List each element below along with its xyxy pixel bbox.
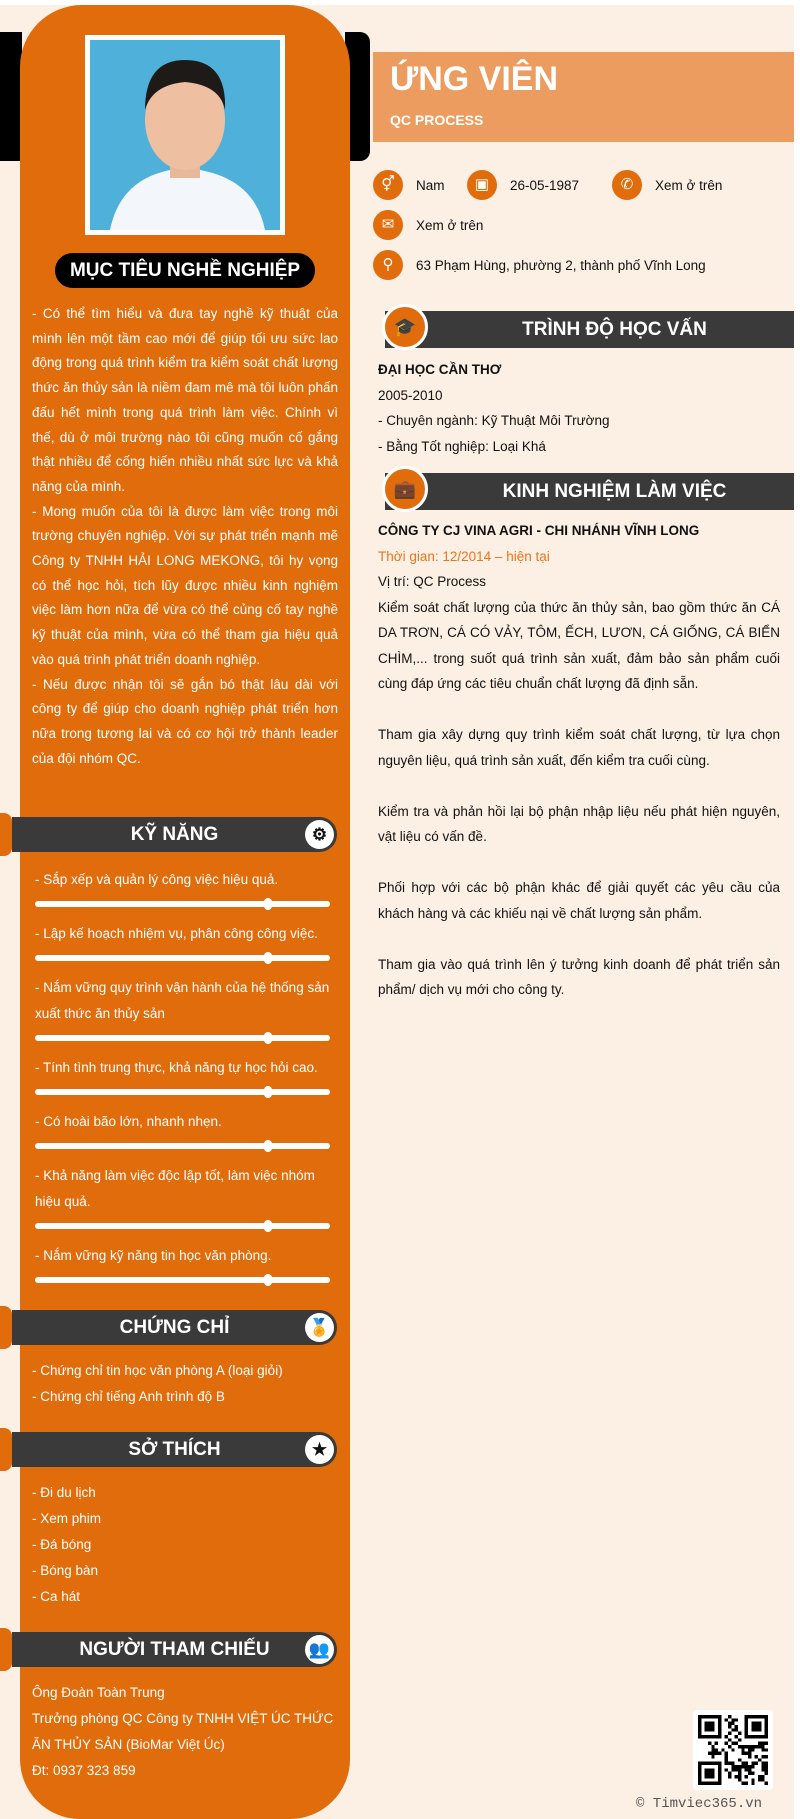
skill-item (35, 1055, 335, 1095)
copyright: © Timviec365.vn (636, 1796, 763, 1812)
education-line: - Bằng Tốt nghiệp: Loại Khá (378, 438, 546, 454)
address-info (373, 250, 706, 280)
hobbies-list (32, 1480, 101, 1610)
list-item: - Xem phim (32, 1511, 102, 1526)
skill-bar (35, 901, 330, 907)
skills-list (35, 867, 335, 1297)
qr-code (693, 1710, 773, 1790)
experience-paragraph: Kiểm soát chất lượng của thức ăn thủy sản, bao gồm thức ăn CÁ DA TRƠN, CÁ CÓ VẢY, TÔM, ẾCH, LƯƠN, CÁ GIỐNG, CÁ BIỂN CHÌM,... trong suốt quá trình sản xuất, đảm bảo sản phẩm cuối cùng đáp ứng các tiêu chuẩn chất lượng đã định sẵn. (378, 599, 780, 691)
skills-header (12, 817, 337, 852)
list-item: - Chứng chỉ tin học văn phòng A (loại giỏi) (32, 1363, 283, 1378)
left-column (20, 5, 350, 1819)
experience-time: Thời gian: 12/2014 – hiện tại (378, 548, 550, 564)
objective-text (32, 302, 338, 771)
skill-bar (35, 1277, 330, 1283)
skill-label: - Nắm vững kỹ năng tin học văn phòng. (35, 1248, 272, 1263)
gear-icon: ⚙ (305, 820, 334, 849)
skill-level-knob (264, 1220, 272, 1232)
award-icon: 🏅 (305, 1313, 334, 1342)
gender-info (373, 170, 445, 200)
skill-level-knob (264, 1140, 272, 1152)
objective-paragraph: - Nếu được nhận tôi sẽ gắn bó thật lâu dài với công ty để giúp cho doanh nghiệp phát triển hơn nữa trong tương lai và có cơ hội trở thành leader của đội nhóm QC. (32, 676, 338, 766)
skills-title: KỸ NĂNG (130, 824, 219, 845)
experience-paragraph: Tham gia vào quá trình lên ý tưởng kinh doanh để phát triển sản phẩm/ dịch vụ mới cho công ty. (378, 956, 780, 997)
skill-label: - Sắp xếp và quản lý công việc hiệu quả. (35, 872, 279, 887)
objective-title: MỤC TIÊU NGHỀ NGHIỆP (55, 253, 315, 288)
reference-name: Ông Đoàn Toàn Trung (32, 1685, 165, 1700)
reference-phone: Đt: 0937 323 859 (32, 1763, 136, 1778)
skill-item (35, 867, 335, 907)
school-name: ĐẠI HỌC CẦN THƠ (378, 362, 502, 377)
experience-role: Vị trí: QC Process (378, 574, 487, 589)
star-icon: ★ (305, 1435, 334, 1464)
address-value: 63 Phạm Hùng, phường 2, thành phố Vĩnh Long (416, 257, 706, 273)
briefcase-icon: 💼 (382, 466, 428, 512)
skill-item (35, 975, 335, 1041)
school-years: 2005-2010 (378, 387, 443, 403)
email-value: Xem ở trên (416, 217, 484, 233)
skill-level-knob (264, 1274, 272, 1286)
gender-value: Nam (416, 177, 445, 193)
skill-level-knob (264, 898, 272, 910)
list-item: - Chứng chỉ tiếng Anh trình độ B (32, 1389, 225, 1404)
skill-item (35, 1109, 335, 1149)
experience-title: KINH NGHIỆM LÀM VIỆC (502, 481, 727, 502)
skill-item (35, 1243, 335, 1283)
users-icon: 👥 (305, 1635, 334, 1664)
skill-item (35, 921, 335, 961)
graduation-cap-icon: 🎓 (382, 304, 428, 350)
candidate-name: ỨNG VIÊN (390, 60, 559, 98)
objective-paragraph: - Có thể tìm hiểu và đưa tay nghề kỹ thuật của mình lên một tầm cao mới để giúp tối ưu sức lao động trong quá trình kiểm tra kiểm soát chất lượng thức ăn thủy sản là niềm đam mê mà tôi luôn phấn đấu hết mình trong quá trình làm việc. Chính vì thế, dù ở môi trường nào tôi cũng muốn cố gắng thật nhiều để cống hiến nhiều nhất sức lực và khả năng của mình. (32, 306, 338, 494)
education-header (385, 311, 794, 348)
hobbies-title: SỞ THÍCH (128, 1439, 221, 1460)
location-icon: ⚲ (373, 250, 403, 280)
certificates-header (12, 1310, 337, 1345)
candidate-position: QC PROCESS (390, 112, 484, 128)
references-list (32, 1680, 340, 1784)
skill-label: - Khả năng làm việc độc lập tốt, làm việc nhóm hiệu quả. (35, 1168, 315, 1209)
list-item: - Ca hát (32, 1589, 81, 1604)
hobbies-header (12, 1432, 337, 1467)
company-name: CÔNG TY CJ VINA AGRI - CHI NHÁNH VĨNH LONG (378, 523, 700, 538)
experience-content (378, 518, 780, 1003)
decor-tab-left (0, 32, 22, 161)
phone-icon: ✆ (612, 170, 642, 200)
certificates-list (32, 1358, 283, 1410)
experience-header (385, 473, 794, 510)
calendar-icon: ▣ (467, 170, 497, 200)
skill-bar (35, 955, 330, 961)
skill-label: - Nắm vững quy trình vận hành của hệ thống sản xuất thức ăn thủy sản (35, 980, 330, 1021)
certificates-title: CHỨNG CHỈ (119, 1317, 230, 1338)
list-item: - Đá bóng (32, 1537, 92, 1552)
dob-info (467, 170, 579, 200)
education-title: TRÌNH ĐỘ HỌC VẤN (522, 319, 707, 340)
skill-bar (35, 1089, 330, 1095)
references-title: NGƯỜI THAM CHIẾU (79, 1639, 270, 1660)
references-header (12, 1632, 337, 1667)
list-item: - Đi du lịch (32, 1485, 96, 1500)
skill-item (35, 1163, 335, 1229)
email-info (373, 210, 483, 240)
skill-level-knob (264, 952, 272, 964)
reference-title: Trưởng phòng QC Công ty TNHH VIỆT ÚC THỨC ĂN THỦY SẢN (BioMar Việt Úc) (32, 1711, 334, 1752)
experience-paragraph: Kiểm tra và phản hồi lại bộ phận nhập liệu nếu phát hiện nguyên, vật liệu có vấn đề. (378, 803, 780, 844)
skill-label: - Lập kế hoạch nhiệm vụ, phân công công việc. (35, 926, 318, 941)
skill-level-knob (264, 1032, 272, 1044)
experience-paragraph: Tham gia xây dựng quy trình kiểm soát chất lượng, từ lựa chọn nguyên liệu, quá trình sản xuất, đến kiểm tra cuối cùng. (378, 727, 780, 768)
skill-label: - Tính tình trung thực, khả năng tự học hỏi cao. (35, 1060, 318, 1075)
skill-level-knob (264, 1086, 272, 1098)
gender-icon: ⚥ (373, 170, 403, 200)
phone-info (612, 170, 722, 200)
list-item: - Bóng bàn (32, 1563, 99, 1578)
education-content (378, 357, 780, 459)
skill-bar (35, 1035, 330, 1041)
skill-label: - Có hoài bão lớn, nhanh nhẹn. (35, 1114, 222, 1129)
skill-bar (35, 1223, 330, 1229)
skill-bar (35, 1143, 330, 1149)
candidate-header (373, 52, 794, 142)
mail-icon: ✉ (373, 210, 403, 240)
experience-paragraph: Phối hợp với các bộ phận khác để giải quyết các yêu cầu của khách hàng và các khiếu nại về chất lượng sản phẩm. (378, 880, 780, 921)
education-line: - Chuyên ngành: Kỹ Thuật Môi Trường (378, 413, 610, 428)
phone-value: Xem ở trên (655, 177, 723, 193)
dob-value: 26-05-1987 (510, 177, 580, 193)
avatar (85, 35, 285, 235)
objective-paragraph: - Mong muốn của tôi là được làm việc trong môi trường chuyên nghiệp. Với sự phát triển mạnh mẽ Công ty TNHH HẢI LONG MEKONG, tôi hy vọng có thể học hỏi, tích lũy được nhiều kinh nghiệm việc làm hơn nữa để vừa có thể củng cố tay nghề kỹ thuật của mình, vừa có thể tham gia hiệu quả vào quá trình phát triển doanh nghiệp. (32, 503, 338, 667)
